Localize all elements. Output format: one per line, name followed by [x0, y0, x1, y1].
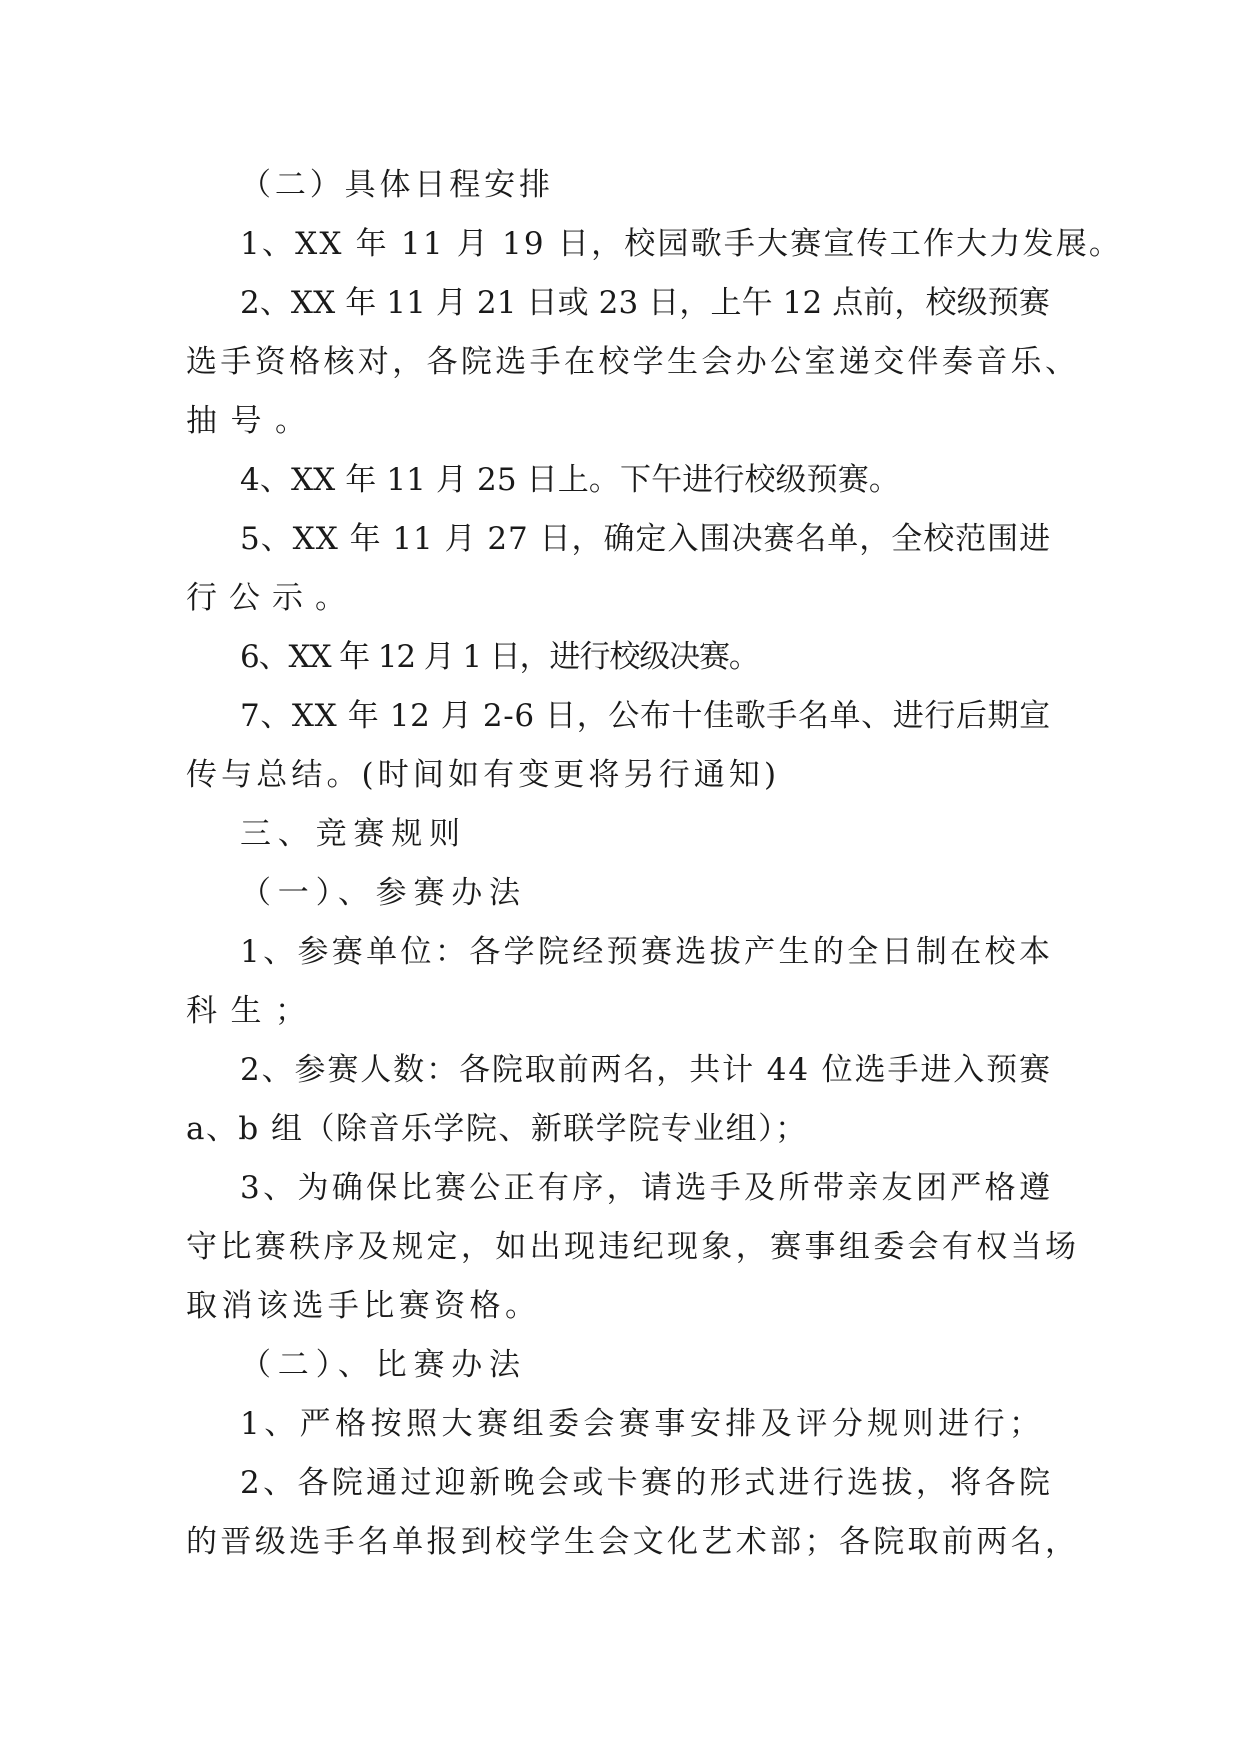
heading-participation: （一）、参赛办法 — [240, 875, 527, 911]
schedule-item-1: 1、XX 年 11 月 19 日，校园歌手大赛宣传工作大力发展。 — [240, 226, 1123, 262]
participation-item-3: 3、为确保比赛公正有序，请选手及所带亲友团严格遵 — [240, 1170, 1054, 1206]
schedule-item-7-cont: 传与总结。(时间如有变更将另行通知) — [186, 757, 781, 793]
participation-item-2: 2、参赛人数：各院取前两名，共计 44 位选手进入预赛 — [240, 1052, 1052, 1088]
schedule-item-6: 6、XX 年 12 月 1 日，进行校级决赛。 — [240, 639, 759, 675]
participation-item-1-cont: 科生； — [186, 993, 320, 1029]
participation-item-3-end: 取消该选手比赛资格。 — [186, 1288, 541, 1324]
heading-competition: （二）、比赛办法 — [240, 1347, 527, 1383]
competition-item-2: 2、各院通过迎新晚会或卡赛的形式进行选拔，将各院 — [240, 1465, 1054, 1501]
participation-item-1: 1、参赛单位：各学院经预赛选拔产生的全日制在校本 — [240, 934, 1054, 970]
competition-item-2-cont: 的晋级选手名单报到校学生会文化艺术部；各院取前两名， — [186, 1524, 1080, 1560]
schedule-item-5: 5、XX 年 11 月 27 日，确定入围决赛名单，全校范围进 — [240, 521, 1052, 557]
heading-schedule: （二）具体日程安排 — [240, 167, 554, 203]
schedule-item-5-cont: 行公示。 — [186, 580, 358, 616]
schedule-item-2: 2、XX 年 11 月 21 日或 23 日，上午 12 点前，校级预赛 — [240, 285, 1050, 321]
heading-rules: 三、竞赛规则 — [240, 816, 467, 852]
schedule-item-2-end: 抽号。 — [186, 403, 320, 439]
schedule-item-4: 4、XX 年 11 月 25 日上。下午进行校级预赛。 — [240, 462, 900, 498]
schedule-item-7: 7、XX 年 12 月 2-6 日，公布十佳歌手名单、进行后期宣 — [240, 698, 1051, 734]
schedule-item-2-cont: 选手资格核对，各院选手在校学生会办公室递交伴奏音乐、 — [186, 344, 1080, 380]
participation-item-3-cont: 守比赛秩序及规定，如出现违纪现象，赛事组委会有权当场 — [186, 1229, 1080, 1265]
participation-item-2-cont: a、b 组（除音乐学院、新联学院专业组）； — [186, 1111, 808, 1147]
competition-item-1: 1、严格按照大赛组委会赛事安排及评分规则进行； — [240, 1406, 1045, 1442]
